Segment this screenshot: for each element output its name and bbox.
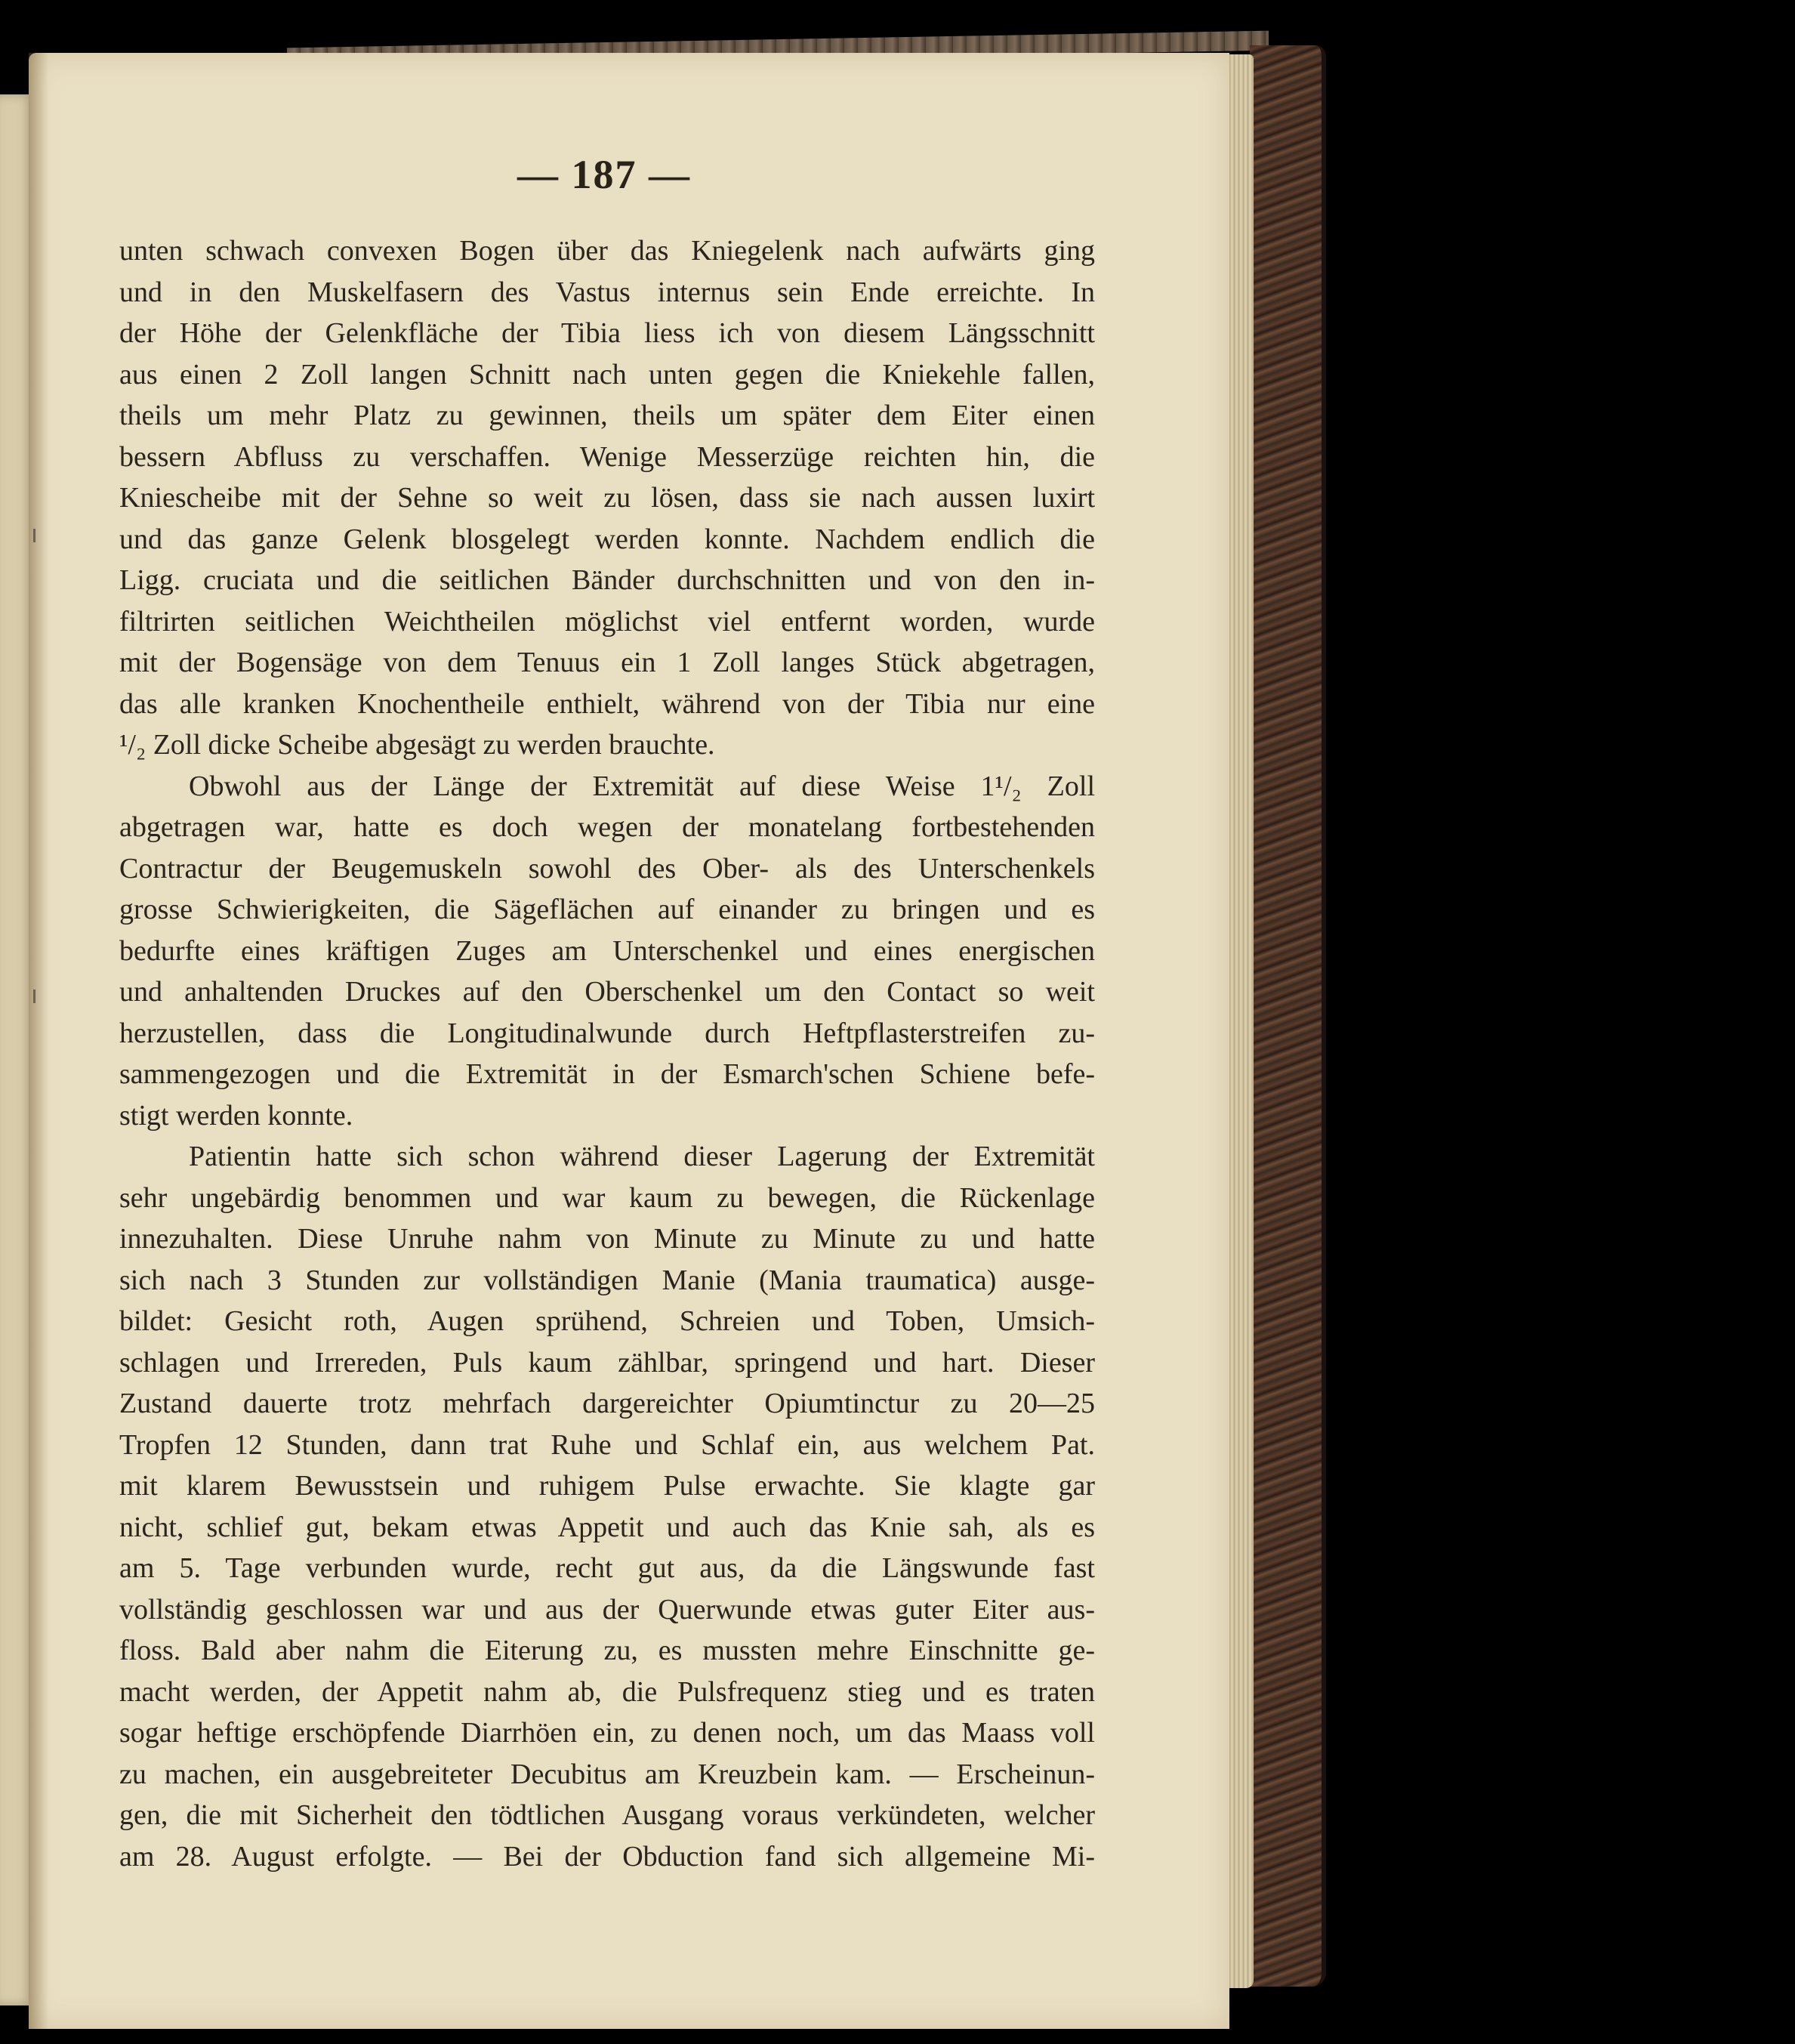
margin-mark [33,990,35,1003]
text-line: abgetragen war, hatte es doch wegen der monatelang fortbestehenden [119,811,1095,843]
text-line: das alle kranken Knochentheile enthielt, während von der Tibia nur eine [119,687,1095,720]
text-line: aus einen 2 Zoll langen Schnitt nach unten gegen die Kniekehle fallen, [119,358,1095,391]
text-line: Obwohl aus der Länge der Extremität auf diese Weise 1¹/₂ Zoll [189,770,1095,802]
text-line: bedurfte eines kräftigen Zuges am Unterschenkel und eines energischen [119,934,1095,967]
text-line: Kniescheibe mit der Sehne so weit zu lösen, dass sie nach aussen luxirt [119,482,1095,514]
text-line: schlagen und Irrereden, Puls kaum zählbar, springend und hart. Dieser [119,1346,1095,1379]
text-line: ¹/₂ Zoll dicke Scheibe abgesägt zu werden brauchte. [119,729,715,761]
margin-mark [33,529,35,542]
book-cover-marbled [1250,45,1326,1987]
text-line: zu machen, ein ausgebreiteter Decubitus am Kreuzbein kam. — Erscheinun- [119,1758,1095,1790]
text-line: gen, die mit Sicherheit den tödtlichen Ausgang voraus verkündeten, welcher [119,1799,1095,1831]
text-line: bessern Abfluss zu verschaffen. Wenige Messerzüge reichten hin, die [119,440,1095,473]
text-line: nicht, schlief gut, bekam etwas Appetit und auch das Knie sah, als es [119,1511,1095,1543]
text-line: mit klarem Bewusstsein und ruhigem Pulse erwachte. Sie klagte gar [119,1470,1095,1502]
text-line: sich nach 3 Stunden zur vollständigen Manie (Mania traumatica) ausge- [119,1264,1095,1296]
text-line: am 28. August erfolgte. — Bei der Obduction fand sich allgemeine Mi- [119,1840,1095,1873]
text-line: am 5. Tage verbunden wurde, recht gut aus, da die Längswunde fast [119,1552,1095,1584]
text-line: vollständig geschlossen war und aus der Querwunde etwas guter Eiter aus- [119,1593,1095,1626]
text-line: sehr ungebärdig benommen und war kaum zu bewegen, die Rückenlage [119,1181,1095,1214]
text-line: unten schwach convexen Bogen über das Kniegelenk nach aufwärts ging [119,235,1095,267]
page-gutter-shadow [29,53,48,2029]
text-line: sogar heftige erschöpfende Diarrhöen ein, zu denen noch, um das Maass voll [119,1717,1095,1749]
text-line: der Höhe der Gelenkfläche der Tibia liess ich von diesem Längsschnitt [119,317,1095,349]
text-line: Zustand dauerte trotz mehrfach dargereichter Opiumtinctur zu 20—25 [119,1388,1095,1419]
text-line: Contractur der Beugemuskeln sowohl des Ober- als des Unterschenkels [119,852,1095,885]
text-line: mit der Bogensäge von dem Tenuus ein 1 Zoll langes Stück abgetragen, [119,647,1095,678]
text-line: bildet: Gesicht roth, Augen sprühend, Schreien und Toben, Umsich- [119,1305,1095,1337]
text-line: herzustellen, dass die Longitudinalwunde durch Heftpflasterstreifen zu- [119,1017,1095,1049]
text-line: und das ganze Gelenk blosgelegt werden konnte. Nachdem endlich die [119,523,1095,555]
text-line: Ligg. cruciata und die seitlichen Bänder durchschnitten und von den in- [119,564,1095,596]
text-line: grosse Schwierigkeiten, die Sägeflächen auf einander zu bringen und es [119,894,1095,925]
page-number: — 187 — [517,152,691,197]
text-line: sammengezogen und die Extremität in der Esmarch'schen Schiene befe- [119,1058,1095,1090]
text-line: und in den Muskelfasern des Vastus internus sein Ende erreichte. In [119,276,1095,308]
text-line: Tropfen 12 Stunden, dann trat Ruhe und Schlaf ein, aus welchem Pat. [119,1428,1095,1461]
text-line: filtrirten seitlichen Weichtheilen möglichst viel entfernt worden, wurde [119,605,1095,638]
text-line: theils um mehr Platz zu gewinnen, theils um später dem Eiter einen [119,400,1095,431]
text-line: Patientin hatte sich schon während dieser Lagerung der Extremität [189,1141,1095,1172]
text-line: macht werden, der Appetit nahm ab, die Pulsfrequenz stieg und es traten [119,1675,1095,1708]
text-line: und anhaltenden Druckes auf den Oberschenkel um den Contact so weit [119,976,1095,1008]
text-line: floss. Bald aber nahm die Eiterung zu, es mussten mehre Einschnitte ge- [119,1635,1095,1666]
text-line: innezuhalten. Diese Unruhe nahm von Minute zu Minute zu und hatte [119,1223,1095,1255]
body-text [119,230,1095,1877]
text-line: stigt werden konnte. [119,1099,353,1132]
